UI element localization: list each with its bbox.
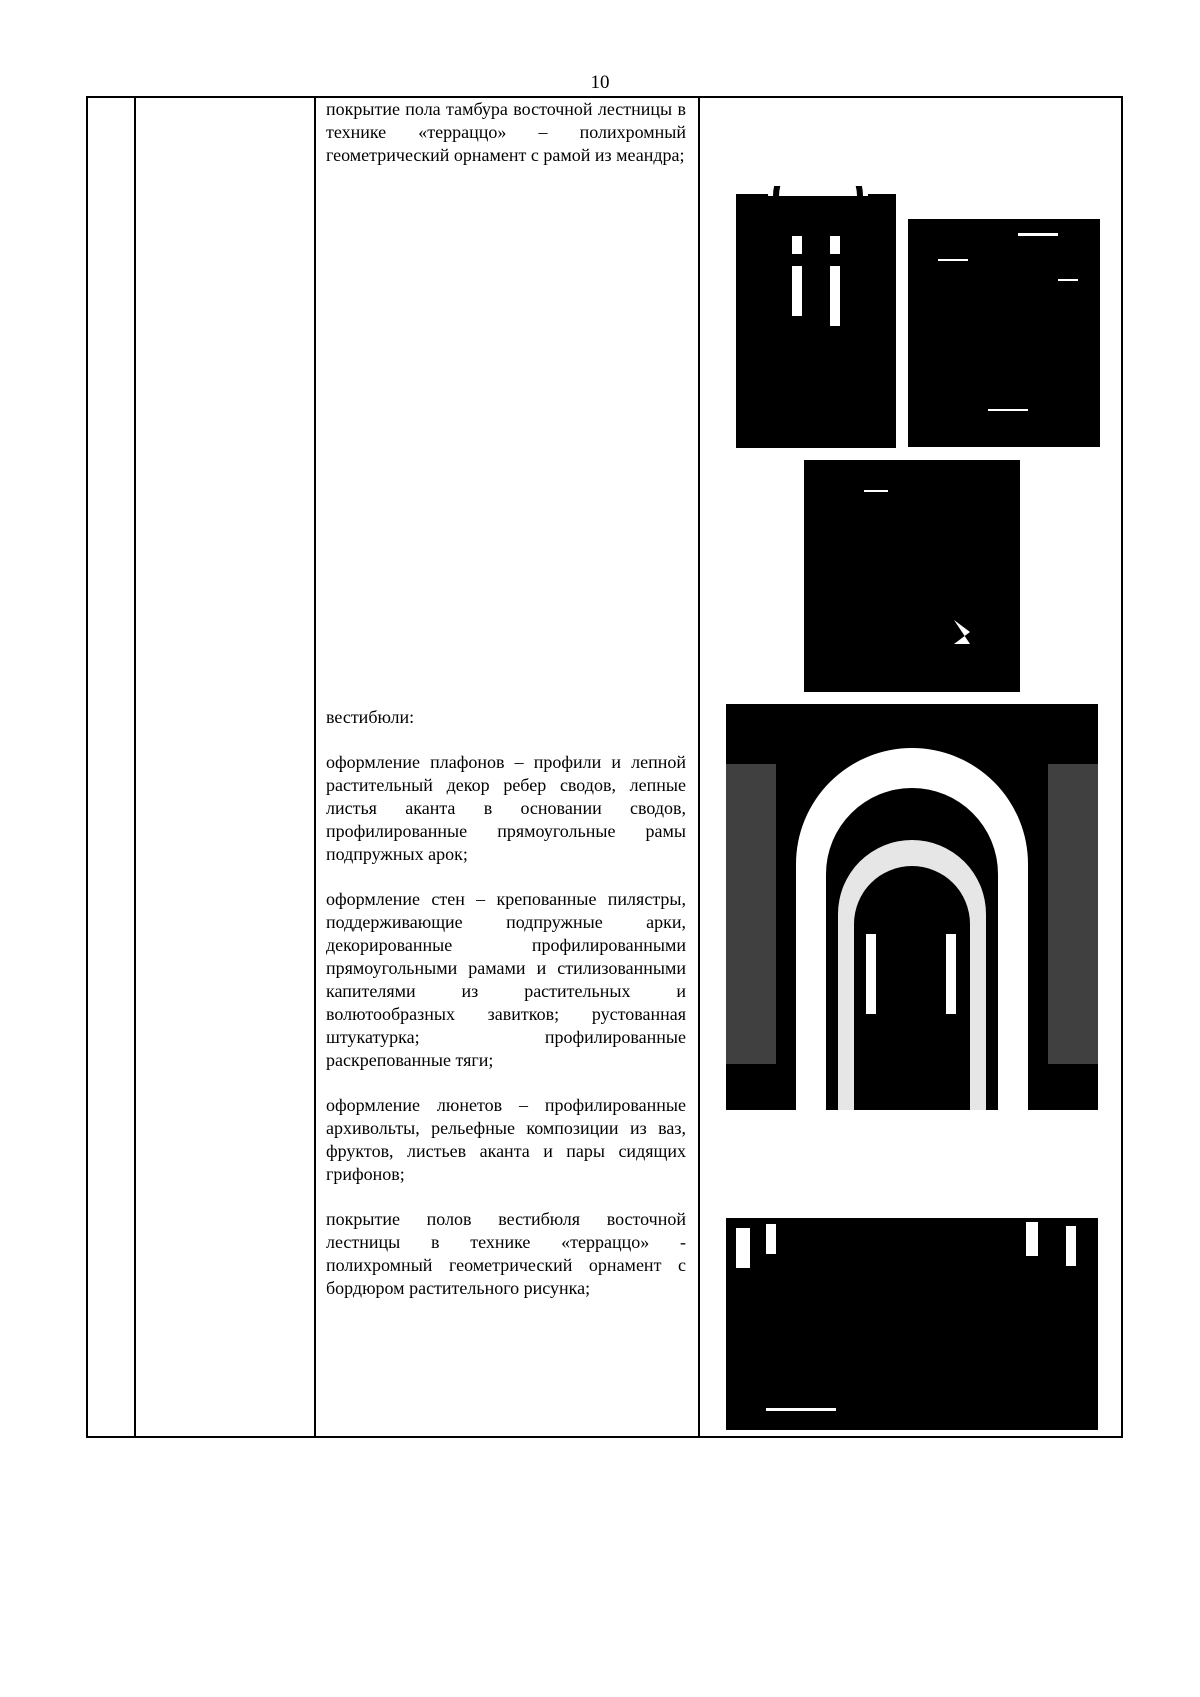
ceiling-text: оформление плафонов – профили и лепной растительный декор ребер сводов, лепные листья аканта в основании сводов, профилированные прямоугольные рамы подпружных арок; — [326, 752, 686, 864]
photo-tambour-doorway — [728, 186, 900, 448]
column-divider-1 — [134, 98, 136, 1436]
column-divider-2 — [314, 98, 316, 1436]
description-block-tambour — [326, 98, 686, 189]
column-divider-3 — [698, 98, 700, 1436]
tambour-floor-text: покрытие пола тамбура восточной лестницы в технике «терраццо» – полихромный геометрический орнамент с рамой из меандра; — [326, 99, 686, 165]
photo-vestibule-arches — [726, 704, 1098, 1110]
photo-tambour-floor — [804, 460, 1020, 692]
doorway-drawing — [728, 186, 900, 448]
floor-drawing — [804, 460, 1020, 692]
lunettes-text: оформление люнетов – профилированные архивольты, рельефные композиции из ваз, фруктов, листьев аканта и пары сидящих грифонов; — [326, 1095, 686, 1184]
walls-text: оформление стен – крепованные пилястры, поддерживающие подпружные арки, декорированные профилированными прямоугольными рамами и стилизованными капителями из растительных и волютообразных завитков; рустованная штукатурка; профилированные раскрепованные тяги; — [326, 889, 686, 1070]
vestibule-floor-drawing — [726, 1218, 1098, 1430]
photo-vestibule-floor — [726, 1218, 1098, 1430]
vestibule-floor-text: покрытие полов вестибюля восточной лестницы в технике «терраццо» - полихромный геометрический орнамент с бордюром растительного рисунка; — [326, 1209, 686, 1298]
arches-drawing — [726, 704, 1098, 1110]
description-block-vestibules — [326, 706, 686, 1322]
photo-tambour-ceiling — [908, 219, 1100, 447]
vestibules-heading: вестибюли: — [326, 707, 415, 727]
page-number: 10 — [590, 72, 610, 93]
ceiling-drawing — [908, 219, 1100, 447]
